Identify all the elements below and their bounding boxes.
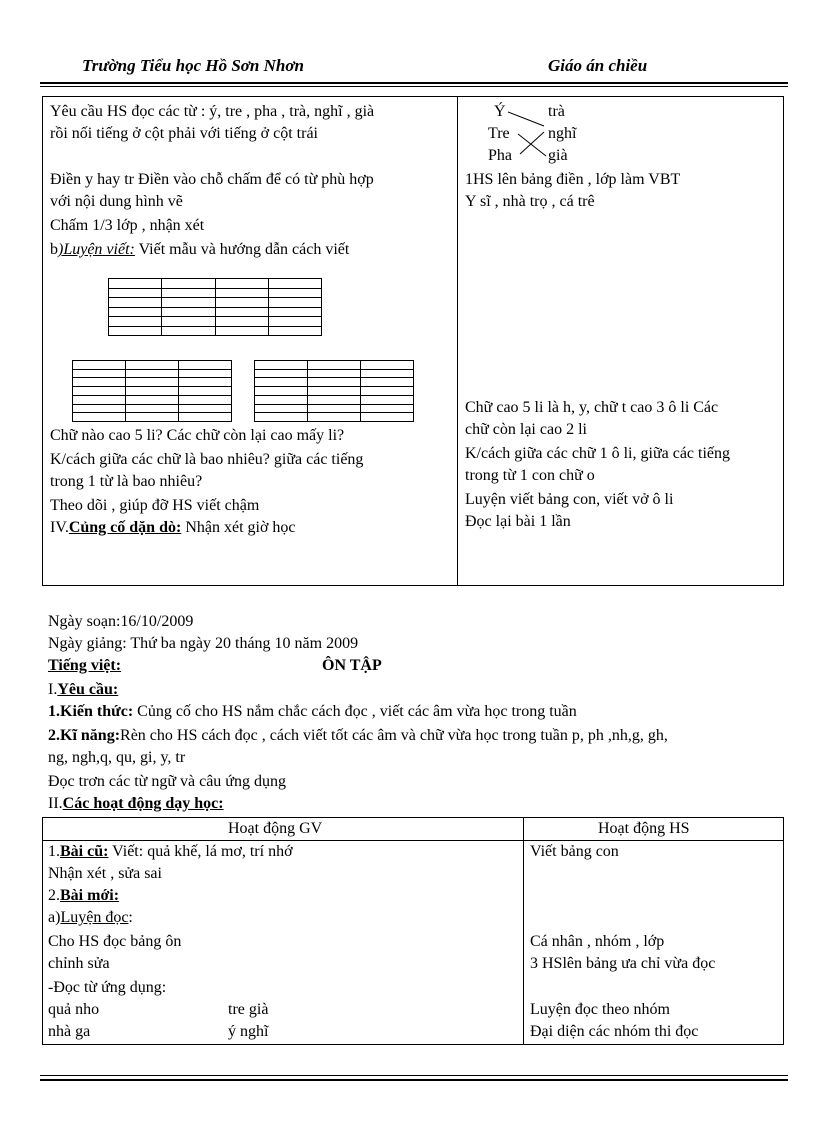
prep-date: Ngày soạn:16/10/2009: [48, 613, 194, 630]
text-line: K/cách giữa các chữ là bao nhiêu? giữa các tiếng: [50, 451, 364, 468]
word: nhà ga: [48, 1023, 91, 1040]
text-line: Theo dõi , giúp đỡ HS viết chậm: [50, 497, 260, 514]
table-divider: [523, 817, 524, 1044]
text-line: Cho HS đọc bảng ôn: [48, 933, 182, 950]
writing-grid-top: [108, 278, 322, 336]
word: quả nho: [48, 1001, 100, 1018]
section-label: Bài mới:: [60, 887, 120, 904]
text-line: Đọc lại bài 1 lần: [465, 513, 571, 530]
header-rule-thin: [40, 86, 788, 87]
text-line: trong từ 1 con chữ o: [465, 467, 595, 484]
text-line: ng, ngh,q, qu, gi, y, tr: [48, 749, 186, 766]
column-header-hs: Hoạt động HS: [598, 820, 690, 837]
section-label: Các hoạt động dạy học:: [62, 795, 224, 812]
text-line: Cá nhân , nhóm , lớp: [530, 933, 665, 950]
match-line: [508, 112, 544, 126]
skills-line: [48, 726, 668, 746]
footer-rule: [40, 1079, 788, 1081]
footer-rule-thin: [40, 1075, 788, 1076]
writing-grid-right: [254, 360, 414, 422]
matching-lines: [480, 100, 570, 170]
prefix: b: [50, 241, 58, 258]
prefix: II.: [48, 795, 63, 812]
reading-practice-line: [48, 908, 133, 928]
text-line: K/cách giữa các chữ 1 ô li, giữa các tiếng: [465, 445, 731, 462]
section-label: 1.Kiến thức:: [48, 703, 134, 720]
text-line: Đọc trơn các từ ngữ và câu ứng dụng: [48, 773, 286, 790]
prefix: IV.: [50, 519, 69, 536]
document-type: Giáo án chiều: [548, 56, 648, 75]
text-line: Chữ cao 5 li là h, y, chữ t cao 3 ô li Các: [465, 399, 719, 416]
text-line: Luyện đọc theo nhóm: [530, 1001, 670, 1018]
text-line: Điền y hay tr Điền vào chỗ chấm để có từ phù hợp: [50, 171, 374, 188]
text-line: Y sĩ , nhà trọ , cá trê: [465, 193, 595, 210]
text: Viết: quả khế, lá mơ, trí nhớ: [108, 843, 293, 860]
match-right-word: nghĩ: [548, 125, 577, 142]
word: tre già: [228, 1001, 269, 1018]
homework-line: [50, 518, 296, 538]
text-line: Chấm 1/3 lớp , nhận xét: [50, 217, 205, 234]
text-line: Nhận xét , sửa sai: [48, 865, 162, 882]
prefix: a): [48, 909, 61, 926]
activities-heading: [48, 794, 224, 814]
text-line: Đại diện các nhóm thi đọc: [530, 1023, 699, 1040]
lesson-title: ÔN TẬP: [322, 657, 382, 674]
teach-date: Ngày giảng: Thứ ba ngày 20 tháng 10 năm 2009: [48, 635, 359, 652]
text: Củng cố cho HS nắm chắc cách đọc , viết các âm vừa học trong tuần: [133, 703, 577, 720]
prefix: 2.: [48, 887, 60, 904]
word: ý nghĩ: [228, 1023, 269, 1040]
text-line: 3 HSlên bảng ưa chỉ vừa đọc: [530, 955, 716, 972]
text-line: Viết bảng con: [530, 843, 619, 860]
match-right-word: trà: [548, 103, 565, 120]
top-table-divider: [457, 96, 458, 585]
writing-grid-left: [72, 360, 232, 422]
match-line: [520, 132, 544, 154]
new-lesson-line: [48, 886, 119, 906]
text-line: Chữ nào cao 5 li? Các chữ còn lại cao mấy li?: [50, 427, 345, 444]
match-line: [518, 134, 546, 156]
section-label: 2.Kĩ năng:: [48, 727, 121, 744]
text-line: 1HS lên bảng điền , lớp làm VBT: [465, 171, 681, 188]
table-header-rule: [42, 840, 783, 841]
text-line: -Đọc từ ứng dụng:: [48, 979, 167, 996]
prefix: 1.: [48, 843, 60, 860]
requirements-heading: [48, 680, 118, 700]
text: Viết mẫu và hướng dẫn cách viết: [134, 241, 350, 258]
section-label: Luyện đọc: [60, 909, 129, 926]
prefix: I.: [48, 681, 58, 698]
text: :: [128, 909, 133, 926]
text-line: chữ còn lại cao 2 li: [465, 421, 587, 438]
match-left-word: Tre: [488, 125, 510, 142]
text-line: với nội dung hình vẽ: [50, 193, 183, 210]
text-line: Yêu cầu HS đọc các từ : ý, tre , pha , trà, nghĩ , già: [50, 103, 375, 120]
section-label: Yêu cầu:: [57, 681, 119, 698]
text-line: rồi nối tiếng ở cột phải với tiếng ở cột trái: [50, 125, 318, 142]
match-left-word: Ý: [494, 103, 506, 120]
match-right-word: già: [548, 147, 568, 164]
knowledge-line: [48, 702, 577, 722]
writing-practice-line: [50, 240, 349, 260]
text: Nhận xét giờ học: [181, 519, 296, 536]
subject-label: Tiếng việt:: [48, 657, 122, 674]
text-line: Luyện viết bảng con, viết vở ô li: [465, 491, 674, 508]
section-label: Bài cũ:: [60, 843, 109, 860]
section-label: Củng cố dặn dò:: [68, 519, 182, 536]
text-line: chỉnh sửa: [48, 955, 110, 972]
school-name: Trường Tiểu học Hồ Sơn Nhơn: [82, 56, 304, 75]
column-header-gv: Hoạt động GV: [228, 820, 323, 837]
old-lesson-line: [48, 842, 293, 862]
header-rule: [40, 82, 788, 84]
section-label: )Luyện viết:: [58, 241, 135, 258]
text-line: trong 1 từ là bao nhiêu?: [50, 473, 203, 490]
match-left-word: Pha: [488, 147, 512, 164]
text: Rèn cho HS cách đọc , cách viết tốt các âm và chữ vừa học trong tuần p, ph ,nh,g, gh,: [120, 727, 668, 744]
